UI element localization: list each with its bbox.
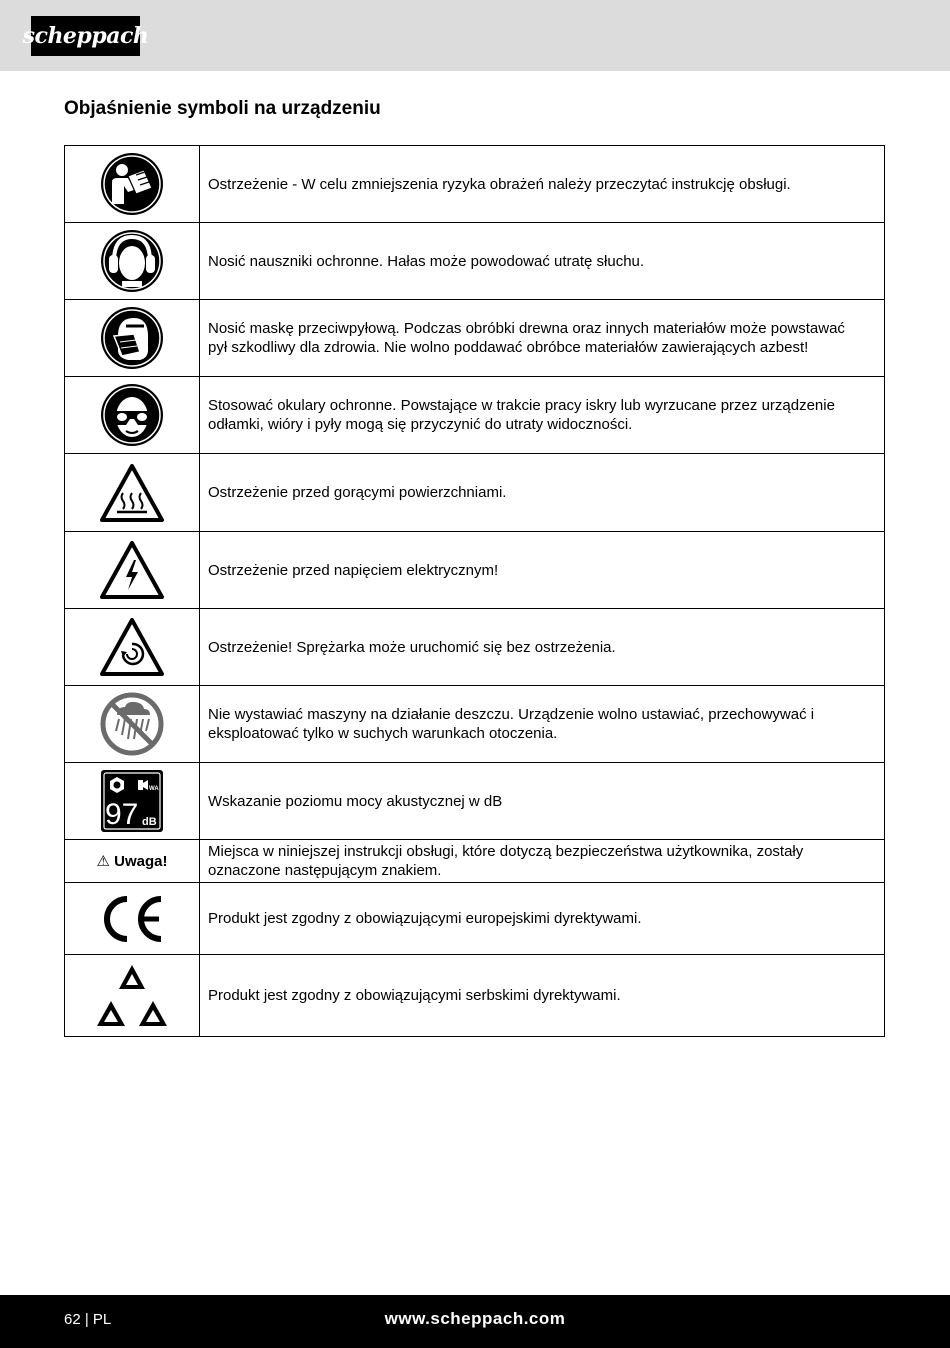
page-number: 62 | PL [64,1311,112,1328]
symbol-cell [65,223,200,300]
symbol-description: Ostrzeżenie - W celu zmniejszenia ryzyka obrażeń należy przeczytać instrukcję obsługi. [200,146,885,223]
no-rain-icon [99,691,165,757]
symbol-cell [65,454,200,532]
symbol-description: Stosować okulary ochronne. Powstające w trakcie pracy iskry lub wyrzucane przez urządzenie odłamki, wióry i pyły mogą się przyczynić do utraty widoczności. [200,377,885,454]
symbol-cell [65,840,200,883]
table-row [65,146,885,223]
table-row [65,840,885,883]
warning-label-text: Uwaga! [114,852,168,870]
ce-mark-icon [97,894,167,944]
symbol-description: Nie wystawiać maszyny na działanie deszczu. Urządzenie wolno ustawiać, przechowywać i eksploatować tylko w suchych warunkach otoczenia. [200,686,885,763]
table-row [65,686,885,763]
serbian-conformity-icon [95,963,169,1029]
symbol-description: Nosić nauszniki ochronne. Hałas może powodować utratę słuchu. [200,223,885,300]
symbol-cell [65,300,200,377]
table-row [65,223,885,300]
table-row [65,454,885,532]
symbol-cell [65,763,200,840]
footer-band [0,1295,950,1348]
symbol-description: Produkt jest zgodny z obowiązującymi europejskimi dyrektywami. [200,883,885,955]
symbol-description: Ostrzeżenie! Sprężarka może uruchomić się bez ostrzeżenia. [200,609,885,686]
symbol-cell [65,146,200,223]
symbol-description: Nosić maskę przeciwpyłową. Podczas obróbki drewna oraz innych materiałów może powstawać pył szkodliwy dla zdrowia. Nie wolno poddawać obróbce materiałów zawierających azbest! [200,300,885,377]
table-row [65,532,885,609]
warning-label [97,853,168,870]
symbol-description: Ostrzeżenie przed gorącymi powierzchniami. [200,454,885,532]
website-url[interactable]: www.scheppach.com [384,1309,566,1328]
dust-mask-icon [100,306,164,370]
sound-level-subscript: WA [149,786,159,792]
electric-voltage-warning-icon [99,540,165,600]
symbol-cell [65,532,200,609]
symbols-table [64,145,885,1037]
sound-level-unit: dB [142,816,157,828]
sound-level-value: 97 [105,798,139,831]
table-row [65,300,885,377]
safety-goggles-icon [100,383,164,447]
header-band [0,0,950,71]
symbol-cell [65,377,200,454]
ear-protection-icon [100,229,164,293]
symbol-description: Produkt jest zgodny z obowiązującymi serbskimi dyrektywami. [200,955,885,1037]
symbol-cell [65,609,200,686]
automatic-start-warning-icon [99,617,165,677]
read-manual-icon [100,152,164,216]
table-row [65,609,885,686]
symbol-description: Wskazanie poziomu mocy akustycznej w dB [200,763,885,840]
table-row [65,955,885,1037]
symbol-description: Miejsca w niniejszej instrukcji obsługi, które dotyczą bezpieczeństwa użytkownika, zostały oznaczone następującym znakiem. [200,840,885,883]
table-row [65,883,885,955]
table-row [65,763,885,840]
hot-surface-warning-icon [99,463,165,523]
sound-power-level-icon [100,769,164,833]
symbol-cell [65,686,200,763]
symbol-description: Ostrzeżenie przed napięciem elektrycznym! [200,532,885,609]
scheppach-logo: scheppach [31,16,140,56]
symbol-cell [65,955,200,1037]
table-row [65,377,885,454]
symbol-cell [65,883,200,955]
page-title: Objaśnienie symboli na urządzeniu [64,98,381,119]
warning-triangle-icon: ⚠ [96,852,110,870]
